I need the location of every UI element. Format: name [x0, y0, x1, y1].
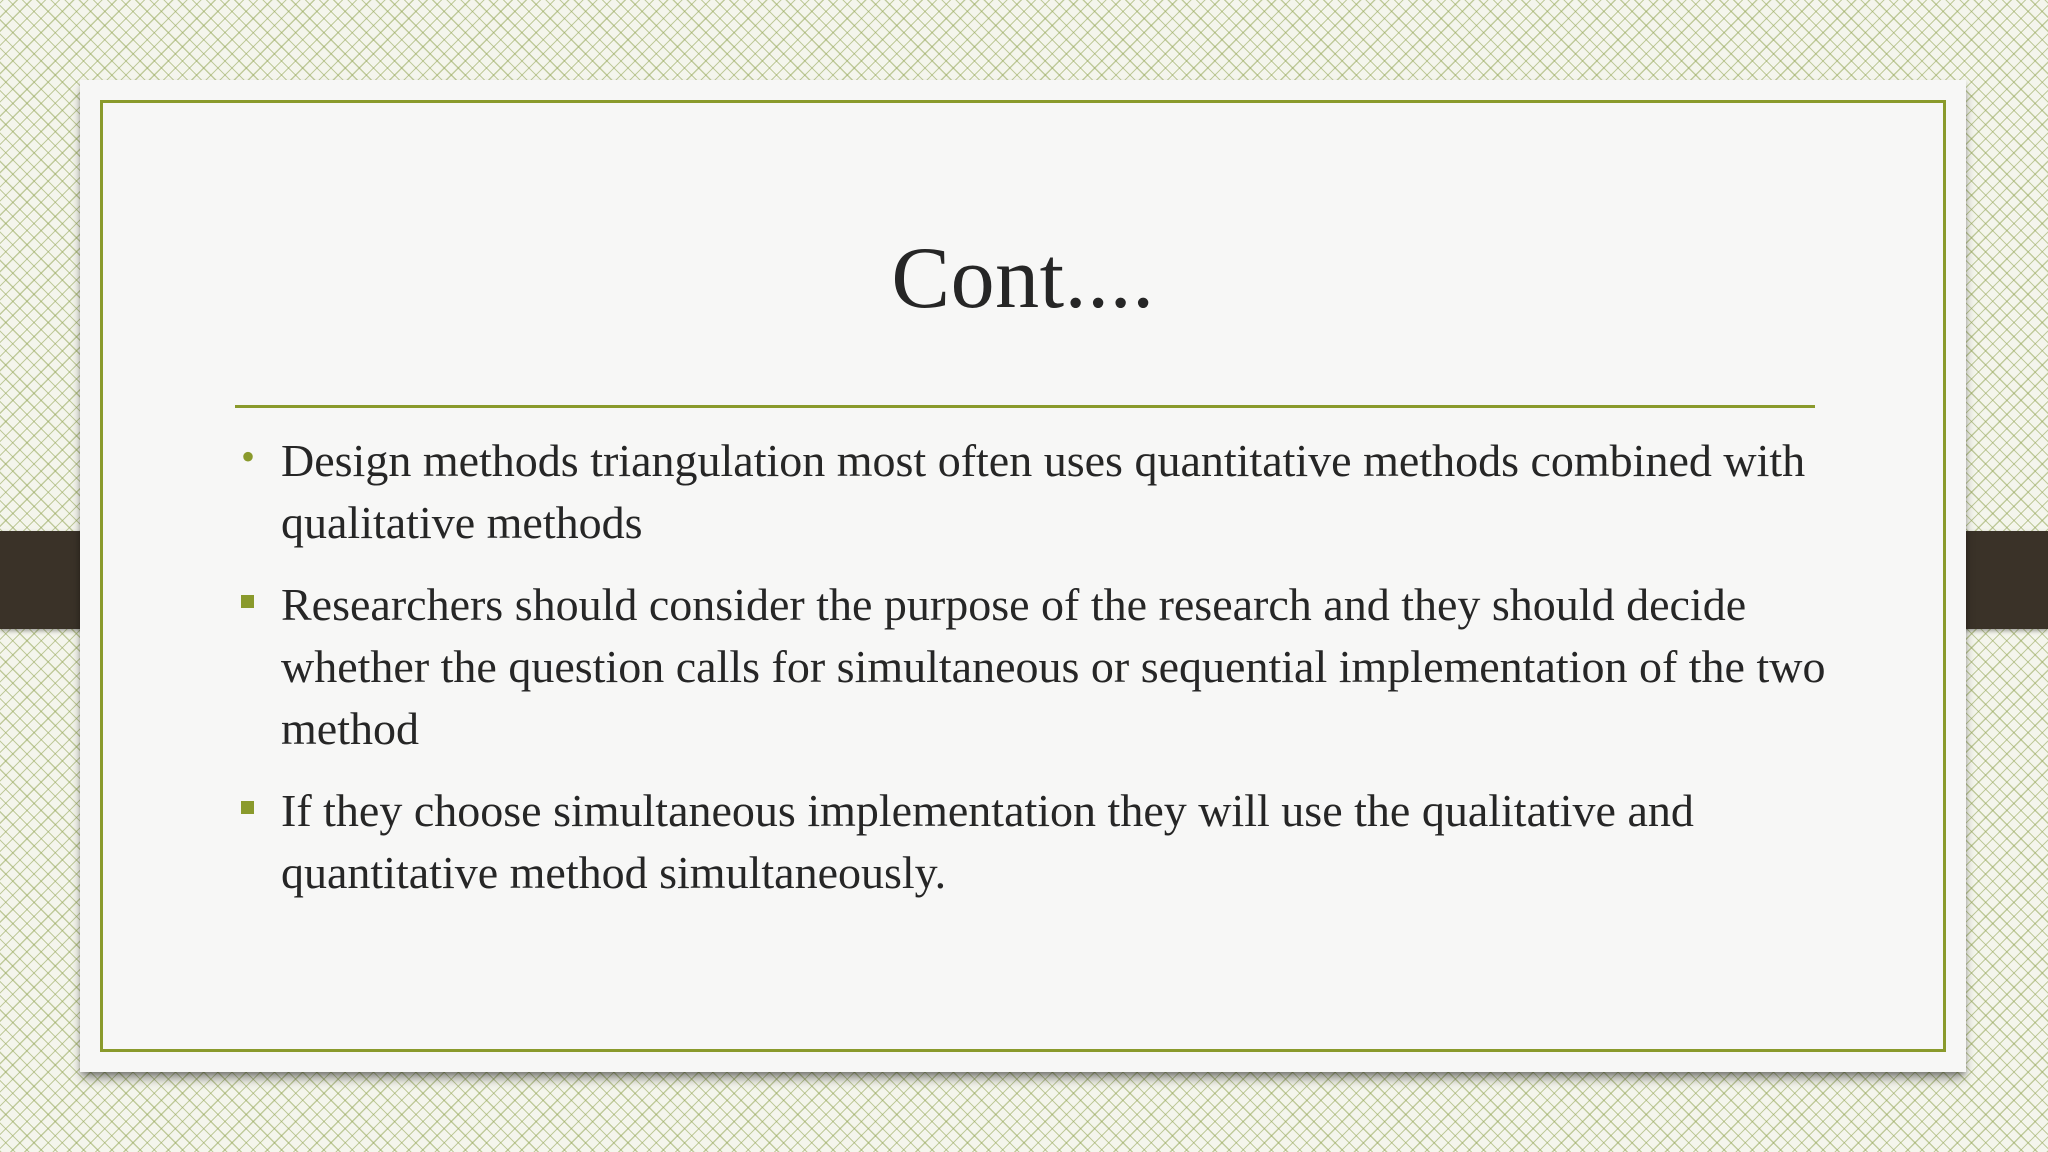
- slide-title: Cont....: [891, 230, 1155, 327]
- bullet-item: [235, 430, 1855, 554]
- bullet-item: [235, 780, 1855, 904]
- bullet-item: [235, 574, 1855, 760]
- bullet-text: If they choose simultaneous implementation they will use the qualitative and quantitative method simultaneously.: [281, 785, 1694, 898]
- bullet-list: [235, 430, 1855, 924]
- bullet-text: Design methods triangulation most often uses quantitative methods combined with qualitative methods: [281, 435, 1806, 548]
- bullet-text: Researchers should consider the purpose of the research and they should decide whether the question calls for simultaneous or sequential implementation of the two method: [281, 579, 1826, 754]
- title-divider: [235, 405, 1815, 408]
- square-bullet-icon: [241, 801, 254, 814]
- round-bullet-icon: •: [241, 434, 256, 479]
- slide-card: [80, 80, 1966, 1072]
- square-bullet-icon: [241, 595, 254, 608]
